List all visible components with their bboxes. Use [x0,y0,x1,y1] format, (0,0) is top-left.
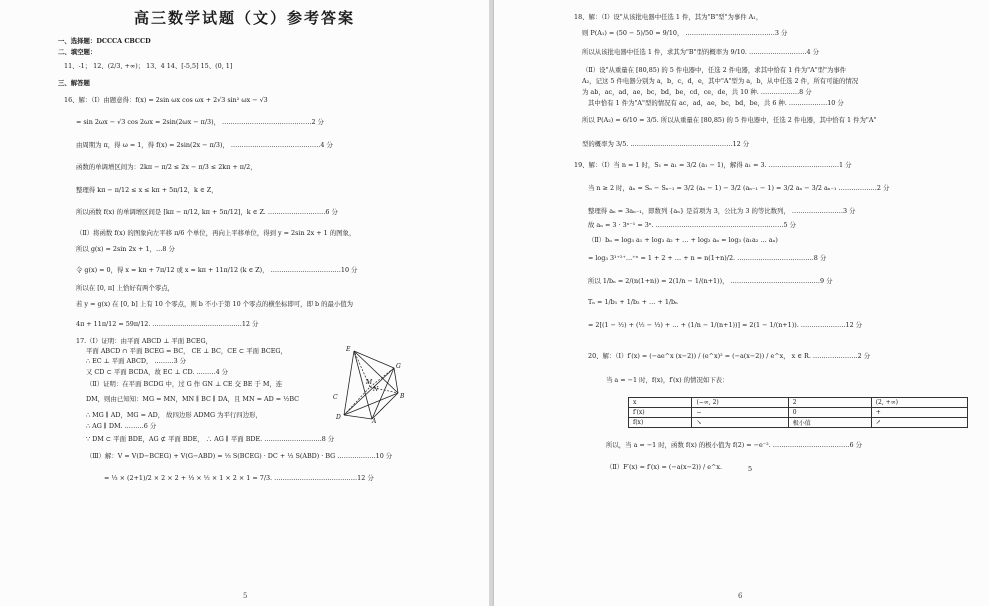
answer-line: 一、选择题：DCCCA CBCCD [58,37,151,45]
page-6 [494,0,989,606]
answer-line: 20、解：（Ⅰ）f′(x) = (−ae^x (x−2)) / (e^x)² = (−a(x−2)) / e^x， x ∈ R. …………………2 分 [588,352,871,360]
answer-line: 所以函数 f(x) 的单调增区间是 [kπ − π/12, kπ + 5π/12]，k ∈ Z. ………………………6 分 [76,208,338,216]
answer-line: 17.（Ⅰ）证明：由平面 ABCD ⊥ 平面 BCEG， [76,337,213,345]
answer-line: 11、-1； 12、(2/3, +∞)； 13、4 14、[-5,5] 15、(0, 1] [64,62,233,70]
answer-line: 为 ab，ac，ad，ae，bc，bd，be，cd，ce，de，共 10 种. ………………8 分 [582,88,812,96]
answer-line: 当 a = −1 时，f(x)，f′(x) 的情况如下表： [606,376,729,384]
answer-line: 整理得 aₙ = 3aₙ₋₁，即数列 {aₙ} 是首项为 3，公比为 3 的等比数列， ……………………3 分 [588,207,856,215]
variation-table [628,397,968,428]
figure-label: N [373,386,379,393]
figure-label: D [336,414,341,421]
answer-line: 其中恰有 1 件为"A"型的情况有 ac，ad，ae，bc，bd，be，共 6 种. ………………10 分 [588,99,844,107]
table-cell: ↗ [871,418,967,428]
page-number: 5 [243,592,248,600]
answer-line: ∵ DM ⊂ 平面 BDE，AG ⊄ 平面 BDE， ∴ AG ∥ 平面 BDE. ………………………8 分 [86,435,335,443]
table-cell: + [871,408,967,418]
table-cell: − [692,408,788,418]
answer-line: = ⅓ × (2+1)/2 × 2 × 2 + ⅓ × ½ × 1 × 2 × 1 = 7/3. …………………………………12 分 [104,474,374,482]
answer-line: 二、填空题： [58,48,97,56]
answer-line: Tₙ = 1/b₁ + 1/b₂ + … + 1/bₙ [588,298,678,306]
answer-line: （Ⅱ）bₙ = log₃ a₁ + log₃ a₂ + … + log₃ aₙ = log₃ (a₁a₂ … aₙ) [588,236,778,244]
table-row [629,408,968,418]
answer-line: A₂，记这 5 件电器分别为 a，b，c，d，e，其中"A"型为 a，b，从中任选 2 件，所有可能的情况 [582,77,859,85]
table-cell: 极小值 [788,418,871,428]
figure-label: E [346,346,351,353]
table-row [629,418,968,428]
answer-line: 三、解答题 [58,79,90,87]
page-5 [0,0,489,606]
answer-line: 则 P(A₁) = (50 − 5)/50 = 9/10， ……………………………………3 分 [582,29,788,37]
figure-label: B [400,393,405,400]
answer-line: ∴ EC ⊥ 平面 ABCD， ………3 分 [86,357,187,365]
answer-line: 型的概率为 3/5. …………………………………………12 分 [582,140,750,148]
answer-line: 所以 g(x) = 2sin 2x + 1，…8 分 [76,245,175,253]
answer-line: 所以，当 a = −1 时，函数 f(x) 的极小值为 f(2) = −e⁻². ………………………………6 分 [606,441,862,449]
answer-line: ∴ AG ∥ DM. ………6 分 [86,422,157,430]
answer-line: 函数的单调增区间为：2kπ − π/2 ≤ 2x − π/3 ≤ 2kπ + π/2， [76,163,257,171]
answer-line: 所以从该批电器中任选 1 件，求其为"B"型的概率为 9/10. ………………………4 分 [582,48,819,56]
answer-line: （Ⅱ）设"从重量在 [80,85) 的 5 件电器中，任选 2 件电器，求其中恰有 1 件为"A"型"为事件 [582,66,847,74]
answer-line: （Ⅱ）F′(x) = f′(x) = (−a(x−2)) / e^x. [606,463,722,471]
answer-line: 19、解：（Ⅰ）当 n = 1 时，S₁ = a₁ = 3/2 (a₁ − 1)，解得 a₁ = 3. ……………………………1 分 [574,161,852,169]
answer-line: 16、解：（Ⅰ）由题意得：f(x) = 2sin ωx cos ωx + 2√3 sin² ωx − √3 [64,96,268,104]
figure-label: G [396,363,401,370]
answer-line: 所以 P(A₂) = 6/10 = 3/5. 所以从重量在 [80,85) 的 5 件电器中，任选 2 件电器，其中恰有 1 件为"A" [582,116,877,124]
figure-label: M [366,379,373,386]
table-cell: (−∞, 2) [692,398,788,408]
answer-line: （Ⅱ）证明：在平面 BCDG 中，过 G 作 GN ⊥ CE 交 BE 于 M，连 [86,380,283,388]
table-cell: x [629,398,692,408]
answer-line: 令 g(x) = 0，得 x = kπ + 7π/12 或 x = kπ + 11π/12 (k ∈ Z)， ……………………………10 分 [76,266,358,274]
answer-line: 4π + 11π/12 = 59π/12. ……………………………………12 分 [76,320,259,328]
figure-label: C [333,394,338,401]
answer-line: 18、解：（Ⅰ）设"从该批电器中任选 1 件，其为"B"型"为事件 A₁， [574,13,763,21]
table-cell: ↘ [692,418,788,428]
table-row [629,398,968,408]
answer-line: 由周期为 π，得 ω = 1，得 f(x) = 2sin(2x − π/3)， ……………………………………4 分 [76,141,333,149]
geometry-figure [330,343,410,423]
answer-line: = log₃ 3¹⁺²⁺…⁺ⁿ = 1 + 2 + … + n = n(1+n)/2. ………………………………8 分 [588,254,827,262]
answer-line: 所以在 [0, π] 上恰好有两个零点， [76,284,175,292]
table-cell: (2, +∞) [871,398,967,408]
answer-line: 若 y = g(x) 在 [0, b] 上有 10 个零点，则 b 不小于第 10 个零点的横坐标即可，即 b 的最小值为 [76,300,354,308]
table-cell: 0 [788,408,871,418]
table-cell: f′(x) [629,408,692,418]
table-cell: f(x) [629,418,692,428]
answer-line: 整理得 kπ − π/12 ≤ x ≤ kπ + 5π/12，k ∈ Z， [76,186,218,194]
answer-line: 故 aₙ = 3 · 3ⁿ⁻¹ = 3ⁿ. ……………………………………………………5 分 [588,221,796,229]
answer-line: （Ⅱ）将函数 f(x) 的图象向左平移 π/6 个单位，再向上平移单位，得到 y = 2sin 2x + 1 的图象， [76,229,356,237]
figure-label: A [372,418,377,423]
answer-line: 又 CD ⊂ 平面 BCDA，故 EC ⊥ CD. ………4 分 [86,368,229,376]
answer-line: DM，则由已知知：MG = MN，MN ∥ BC ∥ DA，且 MN = AD = ½BC [86,395,300,403]
answer-line: 平面 ABCD ∩ 平面 BCEG = BC， CE ⊥ BC，CE ⊂ 平面 BCEG， [86,347,287,355]
stray-number: 5 [748,465,753,473]
page-number: 6 [738,592,743,600]
answer-line: 所以 1/bₙ = 2/(n(1+n)) = 2(1/n − 1/(n+1))， ……………………………………9 分 [588,277,833,285]
answer-line: = 2[(1 − ½) + (½ − ⅓) + … + (1/n − 1/(n+1))] = 2(1 − 1/(n+1)). …………………12 分 [588,321,863,329]
answer-line: = sin 2ωx − √3 cos 2ωx = 2sin(2ωx − π/3)， ……………………………………2 分 [76,118,324,126]
answer-line: ∴ MG ∥ AD，MG = AD， 故四边形 ADMG 为平行四边形， [86,411,262,419]
answer-line: 当 n ≥ 2 时，aₙ = Sₙ − Sₙ₋₁ = 3/2 (aₙ − 1) − 3/2 (aₙ₋₁ − 1) = 3/2 aₙ − 3/2 aₙ₋₁ ………………2 分 [588,184,890,192]
answer-line: （Ⅲ）解：V = V(D−BCEG) + V(G−ABD) = ⅓ S(BCEG) · DC + ⅓ S(ABD) · BG ………………10 分 [86,452,393,460]
page-title: 高三数学试题（文）参考答案 [133,9,355,27]
table-cell: 2 [788,398,871,408]
